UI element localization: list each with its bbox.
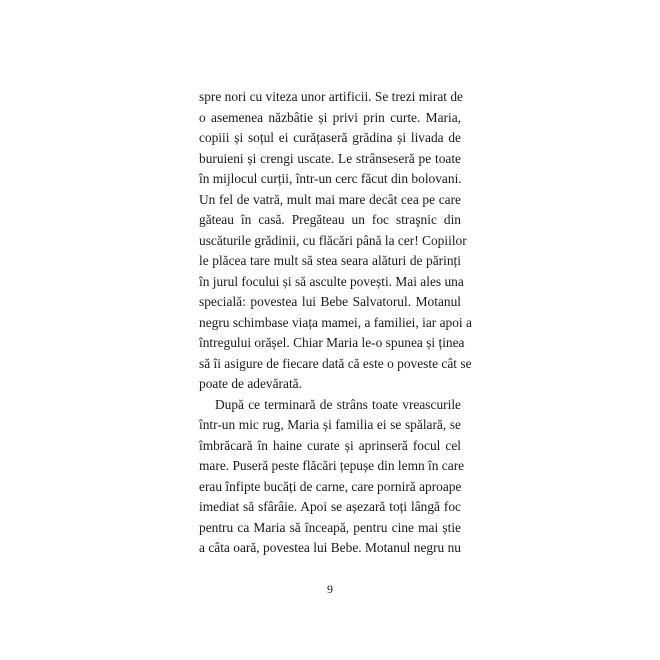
- page-number: 9: [327, 582, 333, 596]
- text-line: să îi asigure de fiecare dată că este o poveste cât se: [199, 355, 472, 371]
- text-line: îmbrăcară în haine curate și aprinseră focul cel: [199, 437, 461, 453]
- text-line: poate de adevărată.: [199, 376, 302, 391]
- text-line: pentru ca Maria să înceapă, pentru cine mai știe: [199, 519, 461, 535]
- text-line: Un fel de vatră, mult mai mare decât cea pe care: [199, 191, 461, 207]
- text-line: în mijlocul curții, într-un cerc făcut din bolovani.: [199, 171, 462, 186]
- text-line: întregului orășel. Chiar Maria le-o spunea și ținea: [199, 335, 465, 350]
- body-text: [199, 87, 472, 559]
- text-line: în jurul focului și să asculte povești. Mai ales una: [199, 273, 464, 289]
- text-line: uscăturile grădinii, cu flăcări până la cer! Copiilor: [199, 232, 467, 248]
- text-line: le plăcea tare mult să stea seara alături de părinți: [199, 253, 461, 268]
- text-line: imediat să sfârâie. Apoi se așezară toți lângă foc: [199, 499, 461, 514]
- text-line: mare. Puseră peste flăcări țepușe din lemn în care: [199, 458, 465, 473]
- text-line: buruieni și crengi uscate. Le strânseseră pe toate: [199, 150, 461, 166]
- text-line: specială: povestea lui Bebe Salvatorul. Motanul: [199, 294, 461, 309]
- text-line: a câta oară, povestea lui Bebe. Motanul negru nu: [199, 540, 461, 555]
- text-line: După ce terminară de strâns toate vreascurile: [215, 396, 461, 412]
- text-line: găteau în casă. Pregăteau un foc straşnic din: [199, 212, 461, 227]
- text-line: într-un mic rug, Maria și familia ei se spălară, se: [199, 417, 461, 432]
- text-line: erau înfipte bucăți de carne, care porniră aproape: [199, 478, 462, 494]
- text-line: negru schimbase viața mamei, a familiei, iar apoi a: [199, 314, 472, 330]
- text-line: copiii și soțul ei curățaseră grădina și livada de: [199, 130, 461, 145]
- text-line: spre nori cu viteza unor artificii. Se trezi mirat de: [199, 89, 463, 104]
- text-line: o asemenea năzbâtie și privi prin curte. Maria,: [199, 109, 461, 125]
